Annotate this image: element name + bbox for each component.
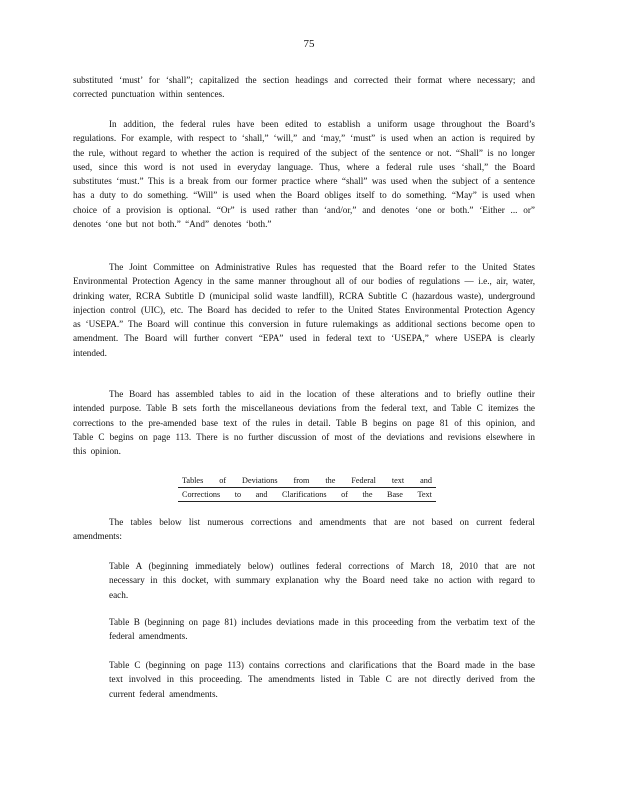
heading-word: Base <box>387 490 403 499</box>
tables-heading <box>178 474 436 502</box>
paragraph-substitutions: substituted ‘must’ for ‘shall”; capitalized the section headings and corrected their format where necessary; and corrected punctuation within sentences. <box>73 75 535 100</box>
paragraph-uniform-usage: In addition, the federal rules have been edited to establish a uniform usage throughout the Board’s regulations. For example, with respect to ‘shall,” ‘will,” and ‘may,” ‘must” is used when an action is required by the rule, without regard to whether the action is required of the subject of the sentence or not. “Shall” is no longer used, since this word is not used in everyday language. Thus, where a federal rule uses ‘shall,” the Board substitutes ‘must.” This is a break from our former practice where “shall” was used when the subject of a sentence has a duty to do something. “Will” is used when the Board obliges itself to do something. “May” is used when choice of a provision is optional. “Or” is used rather than ‘and/or,” and denotes ‘one or both.” ‘Either ... or” denotes ‘one but not both.” “And” denotes ‘both.” <box>73 119 535 230</box>
heading-word: of <box>219 476 227 485</box>
list-item-table-b: Table B (beginning on page 81) includes deviations made in this proceeding from the verbatim text of the federal amendments. <box>109 617 535 642</box>
list-item-table-c: Table C (beginning on page 113) contains corrections and clarifications that the Board made in the base text involved in this proceeding. The amendments listed in Table C are not directly derived from the current federal amendments. <box>109 660 535 699</box>
heading-word: of <box>341 490 348 499</box>
paragraph-tables-list-intro: The tables below list numerous corrections and amendments that are not based on current federal amendments: <box>73 517 535 542</box>
list-item-table-a: Table A (beginning immediately below) outlines federal corrections of March 18, 2010 that are not necessary in this docket, with summary explanation why the Board need take no action with regard to each. <box>109 561 535 600</box>
heading-word: and <box>420 476 432 485</box>
heading-word: Deviations <box>242 476 278 485</box>
heading-word: Clarifications <box>282 490 327 499</box>
heading-word: the <box>362 490 373 499</box>
tables-heading-line-2 <box>178 488 436 502</box>
heading-word: Text <box>417 490 432 499</box>
heading-word: to <box>234 490 242 499</box>
paragraph-tables-intro: The Board has assembled tables to aid in the location of these alterations and to briefly outline their intended purpose. Table B sets forth the miscellaneous deviations from the federal text, and Table C itemizes the corrections to the pre-amended base text of the rules in detail. Table B begins on page 81 of this opinion, and Table C begins on page 113. There is no further discussion of most of the deviations and revisions elsewhere in this opinion. <box>73 389 535 457</box>
heading-word: Corrections <box>182 490 221 499</box>
tables-heading-line-1 <box>178 474 436 488</box>
heading-word: from <box>293 476 310 485</box>
heading-word: Federal <box>351 476 376 485</box>
heading-word: and <box>255 490 268 499</box>
heading-word: text <box>391 476 405 485</box>
paragraph-usepa-reference: The Joint Committee on Administrative Rules has requested that the Board refer to the United States Environmental Protection Agency in the same manner throughout all of our bodies of regulations — i.e., air, water, drinking water, RCRA Subtitle D (municipal solid waste landfill), RCRA Subtitle C (hazardous waste), underground injection control (UIC), etc. The Board has decided to refer to the United States Environmental Protection Agency as ‘USEPA.” The Board will continue this conversion in future rulemakings as additional sections become open to amendment. The Board will further convert “EPA” used in federal text to ‘USEPA,” where USEPA is clearly intended. <box>73 262 535 358</box>
heading-word: the <box>325 476 336 485</box>
page-number: 75 <box>303 38 315 50</box>
heading-word: Tables <box>182 476 204 485</box>
